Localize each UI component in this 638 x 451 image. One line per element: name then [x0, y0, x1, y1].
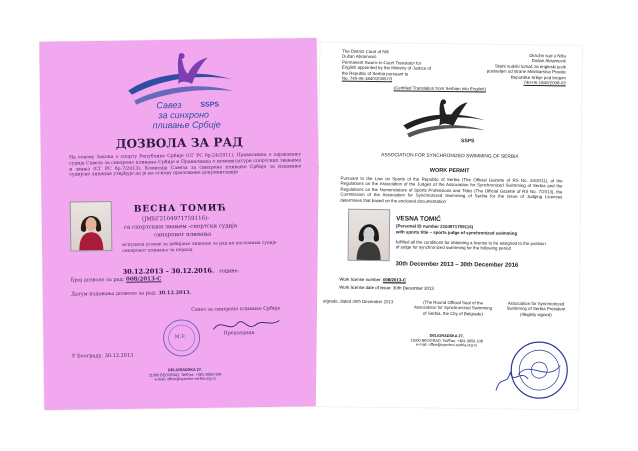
logo-letters: SSPS — [461, 138, 475, 145]
issue-date: 30.12.2013. — [158, 289, 192, 297]
address-stamp — [130, 367, 240, 382]
permit-number-label: Број дозволе за рад: — [70, 276, 125, 284]
fulfilled-text: испунила услове за добијање лиценце за рад на пословима судије синхроног пливања за период — [122, 240, 277, 254]
issue-date-label: Датум издавања дозволе за рад: — [70, 290, 157, 298]
license-number-row — [339, 277, 406, 283]
validity-period — [122, 257, 239, 278]
fulfilled-text: fulfilled all the conditions for obtaining a license to be assigned to the position of judge for synchronized swimming for the following period — [395, 239, 546, 252]
stamp-line: 11000 BEOGRAD, Tel/Fax: +381-3650-108 — [410, 338, 483, 344]
validity-period: 30th December 2013 – 30th December 2016 — [395, 261, 519, 269]
document-title: WORK PERMIT — [429, 167, 470, 175]
stamp-line: e-mail: office@synchro-serbia.org.rs — [416, 342, 478, 348]
court-line: English appointed by the Ministry of Justice of — [341, 64, 432, 71]
english-work-permit-translation — [316, 42, 582, 409]
court-line: postavljen od strane Ministarstva Pravde — [486, 68, 566, 75]
signature-note: Association for Synchronized Swimming of Serbia President (Illegibly signed) — [506, 300, 566, 318]
seal-note: (The Round Official Seal of the Association for Synchronized Swimming of Serbia, the City of Belgrade) — [413, 299, 493, 317]
signatory-org: Савез за синхроно пливање Србије — [191, 306, 281, 313]
sports-title: with sports title – sports judge of synchronized swimming — [395, 229, 518, 236]
issue-date-row — [71, 290, 191, 298]
address-stamp — [387, 333, 507, 348]
seal-text: M.P. — [174, 333, 186, 341]
court-line: 740-06-1840/2008-03 — [523, 79, 566, 86]
sports-title-line2: синхроног пливања — [154, 231, 212, 239]
place-date: У Београду, 30.12.2013 — [71, 352, 134, 360]
holder-id: (Personal ID number 2104971759116) — [395, 223, 474, 230]
court-line: Dušan Abramović — [531, 58, 567, 64]
stamp-line: DELIGRADSKA 27, — [167, 367, 203, 373]
certified-note: (Certified Translation from Serbian into English) — [393, 85, 486, 92]
signed-place-date: elgrade, dated 30th December 2013 — [323, 298, 394, 305]
court-line: No. 740-06-1840/2008-03 — [341, 75, 393, 82]
license-number-label: Work license number: — [339, 276, 382, 283]
issue-date-label: Work license date of issue: — [339, 284, 392, 291]
document-title: ДОЗВОЛА ЗА РАД — [115, 135, 243, 151]
permit-number: 008/2013-С — [125, 276, 162, 283]
association-name: ASSOCIATION FOR SYNCHRONIZED SWIMMING OF SERBIA — [381, 153, 519, 160]
court-header-en — [342, 49, 452, 83]
court-line: Okružni sud u Nišu — [528, 52, 567, 59]
translator-signature — [492, 365, 532, 395]
permit-number-row — [71, 276, 162, 283]
holder-name: VESNA TOMIĆ — [396, 215, 441, 223]
license-number: 008/2013-C — [382, 277, 406, 283]
org-name-line2: за синхроно — [158, 109, 210, 121]
period-dates: 30.12.2013 – 30.12.2016. — [122, 266, 215, 276]
holder-photo — [348, 209, 391, 262]
president-label: Председник — [223, 330, 255, 337]
holder-photo — [70, 201, 113, 252]
court-line: The District Court of Niš — [342, 48, 389, 55]
court-line: Dušan Abramović — [342, 54, 377, 60]
stamp-line: DELIGRADSKA 27, — [429, 333, 464, 339]
pursuant-text: Pursuant to the Law on Sports of the Republic of Serbia (The Official Gazette of RS No. 24/2011), of the Regulations on the Association of the Judges of the Association for Synchronized Swimming of Serbia and the Regulations on the Nomenclature of Sports Professions and Titles (The Official Gazette of RS No. 7/2013), the Commission of the Association for Synchronized Swimming of Serbia for the Issue of Judging Licenses determines that based on the enclosed documentation — [340, 175, 563, 204]
person-portrait-icon — [349, 210, 390, 260]
court-line: the Republic of Serbia pursuant to — [341, 70, 409, 77]
sports-title-line1: са спортским звањем -спортски судија — [124, 223, 238, 231]
org-name-line3: пливање Србије — [152, 119, 221, 131]
preamble-text: На основу Закона о спорту Републике Србије (СГ РС бр.24/2011), Правилника о одржавању судија Савеза за синхроно пливање Србије и Правилника о номенклатури спортских звањима и звања (СГ РС бр.7/2013), Комисија Савеза за синхроно пливање Србије за издавање судијске лиценце утврђује да је на основу приложене документације — [69, 152, 302, 178]
holder-id: (ЈМБГ2104971759116)- — [141, 215, 210, 223]
issue-date: 30th December 2013 — [392, 285, 434, 291]
issue-date-row — [339, 285, 434, 292]
person-portrait-icon — [71, 202, 112, 251]
court-line: Stalni sudski tumač za engleski jezik — [494, 63, 566, 70]
org-name-line1: Савез — [156, 99, 182, 111]
court-line: Permanent Sworn-in-Court Translator for — [341, 59, 422, 66]
court-line: Republike Srbije pod brojem — [510, 74, 566, 81]
serbian-work-permit — [39, 38, 321, 410]
holder-name: ВЕСНА ТОМИЋ — [133, 203, 228, 215]
association-logo-icon — [399, 95, 490, 152]
court-header-sr — [452, 52, 566, 86]
stamp-line: e-mail: office@synchro-serbia.org.rs — [154, 376, 216, 382]
stamp-line: 11000 BEOGRAD, Tel/Fax: +381-3650-108 — [148, 372, 222, 378]
logo-letters: SSPS — [200, 101, 220, 109]
period-suffix: године. — [219, 268, 240, 275]
